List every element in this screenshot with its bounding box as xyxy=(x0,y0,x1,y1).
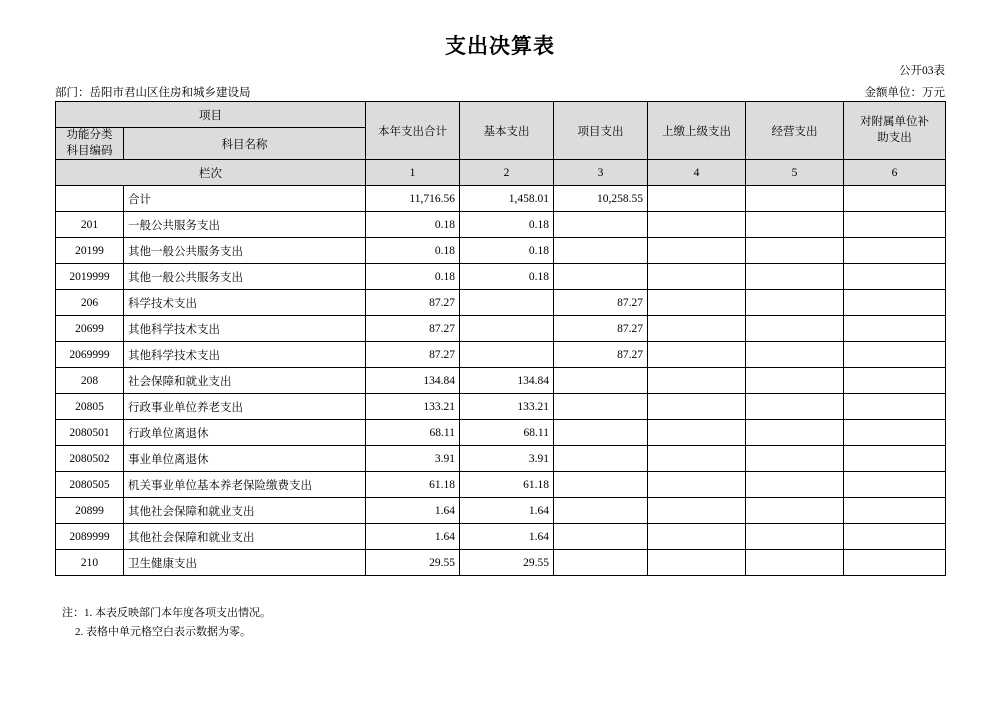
cell-basic: 3.91 xyxy=(460,446,554,472)
cell-name: 行政单位离退休 xyxy=(124,420,366,446)
cell-code: 210 xyxy=(56,550,124,576)
cell-name: 其他一般公共服务支出 xyxy=(124,264,366,290)
cell-project: 87.27 xyxy=(554,290,648,316)
cell-total: 61.18 xyxy=(366,472,460,498)
expenditure-table xyxy=(55,101,946,576)
cell-total: 1.64 xyxy=(366,524,460,550)
cell-project xyxy=(554,238,648,264)
cell-total: 87.27 xyxy=(366,342,460,368)
cell-total: 134.84 xyxy=(366,368,460,394)
meta-row xyxy=(55,84,945,100)
table-row xyxy=(56,420,946,446)
cell-total: 133.21 xyxy=(366,394,460,420)
cell-code: 2080502 xyxy=(56,446,124,472)
note-1: 注：1. 本表反映部门本年度各项支出情况。 xyxy=(62,607,271,619)
table-body xyxy=(56,186,946,576)
cell-project xyxy=(554,472,648,498)
colnum-1: 1 xyxy=(366,160,460,186)
cell-subsidy xyxy=(844,342,946,368)
colnum-6: 6 xyxy=(844,160,946,186)
table-row xyxy=(56,186,946,212)
cell-total: 1.64 xyxy=(366,498,460,524)
header-subsidy-line2: 助支出 xyxy=(877,131,912,144)
colnum-4: 4 xyxy=(648,160,746,186)
cell-subsidy xyxy=(844,446,946,472)
cell-subsidy xyxy=(844,212,946,238)
cell-upper xyxy=(648,524,746,550)
cell-basic: 1.64 xyxy=(460,498,554,524)
cell-upper xyxy=(648,264,746,290)
cell-upper xyxy=(648,472,746,498)
table-row xyxy=(56,368,946,394)
cell-basic: 0.18 xyxy=(460,264,554,290)
cell-total: 87.27 xyxy=(366,316,460,342)
cell-basic: 0.18 xyxy=(460,212,554,238)
cell-project xyxy=(554,524,648,550)
cell-project: 10,258.55 xyxy=(554,186,648,212)
cell-total: 0.18 xyxy=(366,238,460,264)
header-upper: 上缴上级支出 xyxy=(648,102,746,160)
cell-operating xyxy=(746,368,844,394)
cell-subsidy xyxy=(844,316,946,342)
table-row xyxy=(56,238,946,264)
header-function-code-line2: 科目编码 xyxy=(66,144,113,157)
cell-operating xyxy=(746,342,844,368)
cell-upper xyxy=(648,420,746,446)
table-notes xyxy=(62,604,271,643)
cell-upper xyxy=(648,394,746,420)
cell-code: 20805 xyxy=(56,394,124,420)
cell-name: 其他科学技术支出 xyxy=(124,316,366,342)
header-subject-name: 科目名称 xyxy=(124,128,366,160)
cell-basic: 0.18 xyxy=(460,238,554,264)
cell-project xyxy=(554,264,648,290)
expenditure-table-wrap xyxy=(55,101,945,576)
cell-total: 29.55 xyxy=(366,550,460,576)
note-2: 2. 表格中单元格空白表示数据为零。 xyxy=(75,626,251,639)
cell-operating xyxy=(746,316,844,342)
cell-basic: 29.55 xyxy=(460,550,554,576)
cell-code: 2019999 xyxy=(56,264,124,290)
cell-name: 行政事业单位养老支出 xyxy=(124,394,366,420)
cell-code: 20899 xyxy=(56,498,124,524)
cell-operating xyxy=(746,394,844,420)
unit-label: 金额单位：万元 xyxy=(864,87,945,99)
colnum-3: 3 xyxy=(554,160,648,186)
cell-subsidy xyxy=(844,550,946,576)
cell-project xyxy=(554,498,648,524)
cell-total: 68.11 xyxy=(366,420,460,446)
cell-total: 87.27 xyxy=(366,290,460,316)
colnum-5: 5 xyxy=(746,160,844,186)
cell-project xyxy=(554,394,648,420)
sheet-code: 公开03表 xyxy=(899,65,945,77)
cell-code: 2080501 xyxy=(56,420,124,446)
header-group-project: 项目 xyxy=(56,102,366,128)
header-basic: 基本支出 xyxy=(460,102,554,160)
cell-project xyxy=(554,368,648,394)
cell-total: 0.18 xyxy=(366,264,460,290)
cell-operating xyxy=(746,290,844,316)
table-row xyxy=(56,524,946,550)
cell-name: 其他社会保障和就业支出 xyxy=(124,498,366,524)
table-row xyxy=(56,290,946,316)
cell-basic: 134.84 xyxy=(460,368,554,394)
cell-subsidy xyxy=(844,394,946,420)
cell-project: 87.27 xyxy=(554,342,648,368)
cell-name: 一般公共服务支出 xyxy=(124,212,366,238)
header-function-code xyxy=(56,128,124,160)
header-subsidy xyxy=(844,102,946,160)
cell-basic: 1.64 xyxy=(460,524,554,550)
cell-project xyxy=(554,446,648,472)
cell-operating xyxy=(746,420,844,446)
table-row xyxy=(56,342,946,368)
cell-name: 科学技术支出 xyxy=(124,290,366,316)
cell-code: 201 xyxy=(56,212,124,238)
cell-code: 20199 xyxy=(56,238,124,264)
cell-basic: 61.18 xyxy=(460,472,554,498)
cell-upper xyxy=(648,186,746,212)
cell-project xyxy=(554,212,648,238)
cell-name: 社会保障和就业支出 xyxy=(124,368,366,394)
cell-basic xyxy=(460,316,554,342)
cell-subsidy xyxy=(844,524,946,550)
table-row xyxy=(56,316,946,342)
cell-total: 11,716.56 xyxy=(366,186,460,212)
cell-name: 事业单位离退休 xyxy=(124,446,366,472)
cell-total: 3.91 xyxy=(366,446,460,472)
cell-project: 87.27 xyxy=(554,316,648,342)
cell-operating xyxy=(746,264,844,290)
cell-name: 其他科学技术支出 xyxy=(124,342,366,368)
page-title: 支出决算表 xyxy=(445,34,555,58)
cell-subsidy xyxy=(844,290,946,316)
table-row xyxy=(56,264,946,290)
cell-operating xyxy=(746,238,844,264)
cell-basic xyxy=(460,342,554,368)
cell-subsidy xyxy=(844,238,946,264)
colnum-label: 栏次 xyxy=(56,160,366,186)
cell-operating xyxy=(746,498,844,524)
header-total: 本年支出合计 xyxy=(366,102,460,160)
cell-name: 合计 xyxy=(124,186,366,212)
cell-basic: 133.21 xyxy=(460,394,554,420)
cell-code: 2089999 xyxy=(56,524,124,550)
cell-code xyxy=(56,186,124,212)
table-row xyxy=(56,394,946,420)
header-operating: 经营支出 xyxy=(746,102,844,160)
cell-project xyxy=(554,550,648,576)
cell-operating xyxy=(746,446,844,472)
cell-code: 2080505 xyxy=(56,472,124,498)
cell-operating xyxy=(746,524,844,550)
cell-subsidy xyxy=(844,498,946,524)
cell-basic: 68.11 xyxy=(460,420,554,446)
cell-subsidy xyxy=(844,368,946,394)
cell-name: 其他一般公共服务支出 xyxy=(124,238,366,264)
cell-name: 卫生健康支出 xyxy=(124,550,366,576)
cell-upper xyxy=(648,212,746,238)
cell-upper xyxy=(648,342,746,368)
header-function-code-line1: 功能分类 xyxy=(66,129,113,141)
cell-upper xyxy=(648,316,746,342)
table-row xyxy=(56,550,946,576)
cell-project xyxy=(554,420,648,446)
table-row xyxy=(56,212,946,238)
cell-upper xyxy=(648,290,746,316)
cell-operating xyxy=(746,550,844,576)
cell-operating xyxy=(746,472,844,498)
cell-upper xyxy=(648,498,746,524)
cell-upper xyxy=(648,550,746,576)
department-label: 部门：岳阳市君山区住房和城乡建设局 xyxy=(55,87,251,99)
cell-code: 20699 xyxy=(56,316,124,342)
cell-basic: 1,458.01 xyxy=(460,186,554,212)
cell-code: 2069999 xyxy=(56,342,124,368)
cell-subsidy xyxy=(844,264,946,290)
colnum-2: 2 xyxy=(460,160,554,186)
cell-code: 208 xyxy=(56,368,124,394)
cell-subsidy xyxy=(844,472,946,498)
cell-code: 206 xyxy=(56,290,124,316)
cell-name: 其他社会保障和就业支出 xyxy=(124,524,366,550)
header-project: 项目支出 xyxy=(554,102,648,160)
cell-total: 0.18 xyxy=(366,212,460,238)
cell-basic xyxy=(460,290,554,316)
cell-operating xyxy=(746,212,844,238)
cell-upper xyxy=(648,446,746,472)
table-colnum-row xyxy=(56,160,946,186)
table-row xyxy=(56,446,946,472)
table-header-top-row xyxy=(56,102,946,128)
table-row xyxy=(56,498,946,524)
table-row xyxy=(56,472,946,498)
cell-name: 机关事业单位基本养老保险缴费支出 xyxy=(124,472,366,498)
cell-upper xyxy=(648,238,746,264)
cell-operating xyxy=(746,186,844,212)
cell-subsidy xyxy=(844,186,946,212)
cell-upper xyxy=(648,368,746,394)
header-subsidy-line1: 对附属单位补 xyxy=(860,116,929,128)
cell-subsidy xyxy=(844,420,946,446)
